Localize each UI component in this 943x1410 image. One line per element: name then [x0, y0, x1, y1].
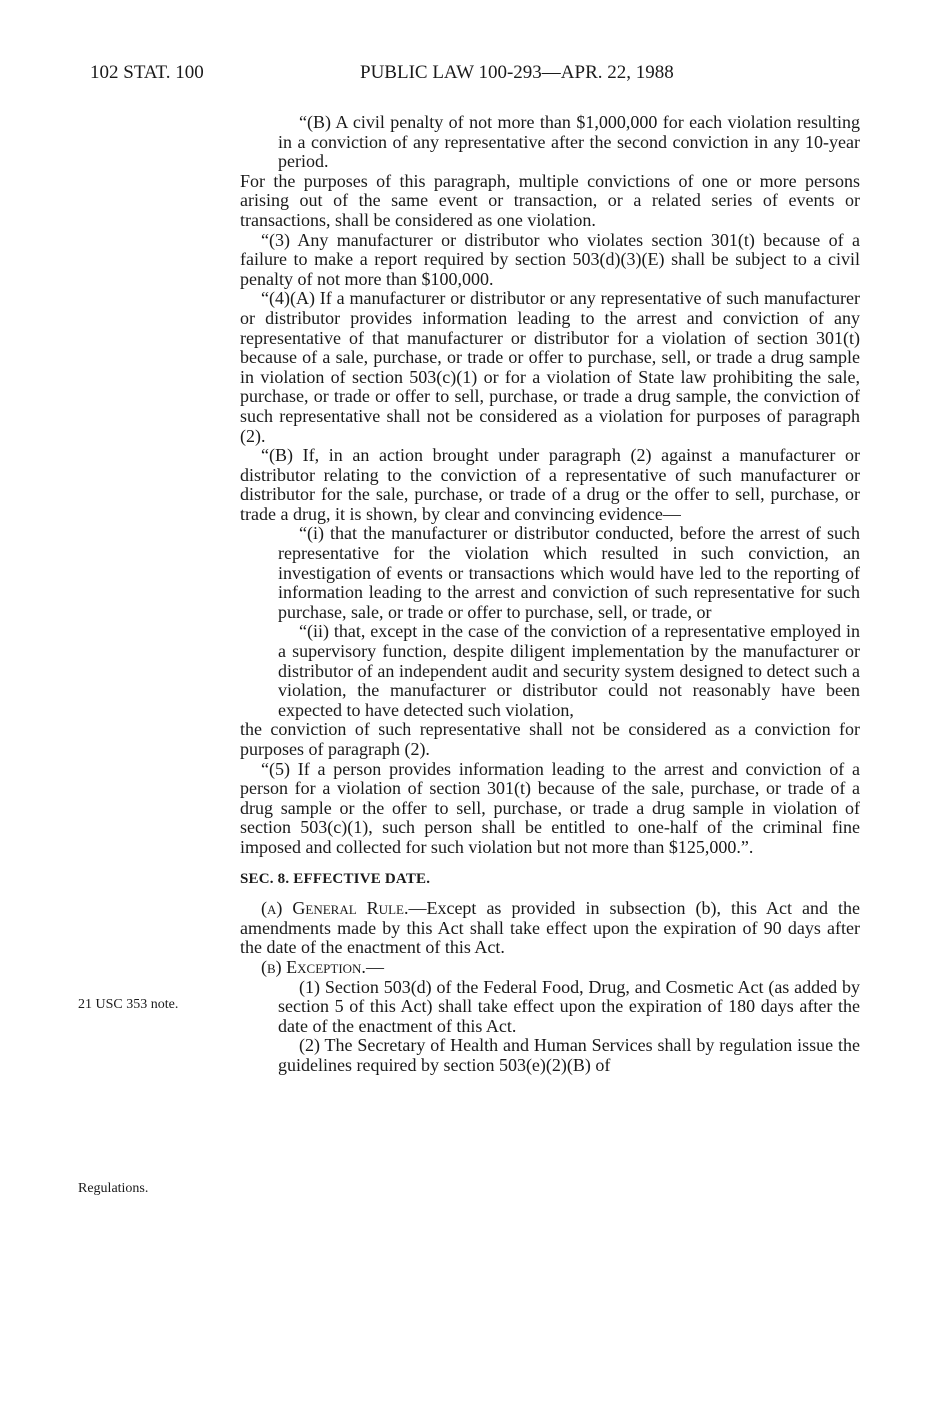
- section-8-heading: SEC. 8. EFFECTIVE DATE.: [240, 870, 431, 887]
- subsection-a-general-rule: [240, 899, 860, 958]
- body-text: [240, 113, 860, 1076]
- paragraph-3-report-failure: “(3) Any manufacturer or distributor who violates section 301(t) because of a failure to make a report required by section 503(d)(3)(E) shall be subject to a civil penalty of not more than $100,000.: [240, 229, 860, 289]
- subsection-b-label: (b) Exception.: [261, 956, 366, 977]
- paragraph-4b-action: “(B) If, in an action brought under paragraph (2) against a manufacturer or distributor relating to the conviction of a representative of such manufacturer or distributor for the sale, purchase, or trade of a drug or the offer to sell, purchase, or trade a drug, it is shown, by clear and convincing evidence—: [240, 445, 860, 524]
- paragraph-4a-information: “(4)(A) If a manufacturer or distributor or any representative of such manufacturer or distributor provides information leading to the arrest and conviction of any representative of that manufacturer or distributor for a violation of section 301(t) because of a sale, purchase, or trade or offer to purchase, sell, or trade a drug sample in violation of section 503(c)(1) or for a violation of State law prohibiting the sale, purchase, or trade or offer to sell, purchase, or trade a drug sample, the conviction of such representative shall not be considered as a violation for purposes of paragraph (2).: [240, 288, 860, 446]
- subsection-b-dash: —: [365, 956, 384, 977]
- subsection-b-paragraph-1: (1) Section 503(d) of the Federal Food, Drug, and Cosmetic Act (as added by section 5 of this Act) shall take effect upon the expiration of 180 days after the date of the enactment of this Act.: [278, 976, 860, 1036]
- subsection-a-label: (a) General Rule.: [261, 898, 409, 919]
- paragraph-multiple-convictions: For the purposes of this paragraph, multiple convictions of one or more persons arising out of the same event or transaction, or a related series of events or transactions, shall be considered as one violation.: [240, 170, 860, 230]
- paragraph-conviction-not-considered: the conviction of such representative shall not be considered as a conviction for purposes of paragraph (2).: [240, 719, 860, 759]
- paragraph-5-reward: “(5) If a person provides information leading to the arrest and conviction of a person for a violation of section 301(t) because of the sale, purchase, or trade of a drug sample or the offer to sell, purchase, or trade a drug sample in violation of section 503(c)(1), such person shall be entitled to one-half of the criminal fine imposed and collected for such violation but not more than $125,000.”.: [240, 758, 860, 857]
- clause-i-investigation: “(i) that the manufacturer or distributor conducted, before the arrest of such representative for the violation which resulted in such conviction, an investigation of events or transactions which would have led to the reporting of information leading to the arrest and conviction of such representative for such purchase, sale, or trade or offer to purchase, sell, or trade, or: [278, 523, 860, 622]
- subsection-a-text: —Except as provided in subsection (b), this Act and the amendments made by this Act shall take effect upon the expiration of 90 days after the date of the enactment of this Act.: [240, 898, 860, 958]
- subsection-b-exception: [240, 958, 860, 978]
- paragraph-civil-penalty-b: “(B) A civil penalty of not more than $1,000,000 for each violation resulting in a conviction of any representative after the second conviction in any 10-year period.: [278, 112, 860, 172]
- statute-page-number: 102 STAT. 100: [90, 62, 204, 83]
- margin-note-usc: 21 USC 353 note.: [78, 997, 179, 1012]
- public-law-citation: PUBLIC LAW 100-293—APR. 22, 1988: [360, 62, 674, 83]
- subsection-b-paragraph-2: (2) The Secretary of Health and Human Services shall by regulation issue the guidelines required by section 503(e)(2)(B) of: [278, 1035, 860, 1075]
- page-header: [90, 62, 870, 90]
- margin-note-regulations: Regulations.: [78, 1181, 149, 1196]
- clause-ii-audit: “(ii) that, except in the case of the conviction of a representative employed in a supervisory function, despite diligent implementation by the manufacturer or distributor of an independent audit and security system designed to detect such a violation, the manufacturer or distributor could not reasonably have been expected to have detected such violation,: [278, 621, 860, 720]
